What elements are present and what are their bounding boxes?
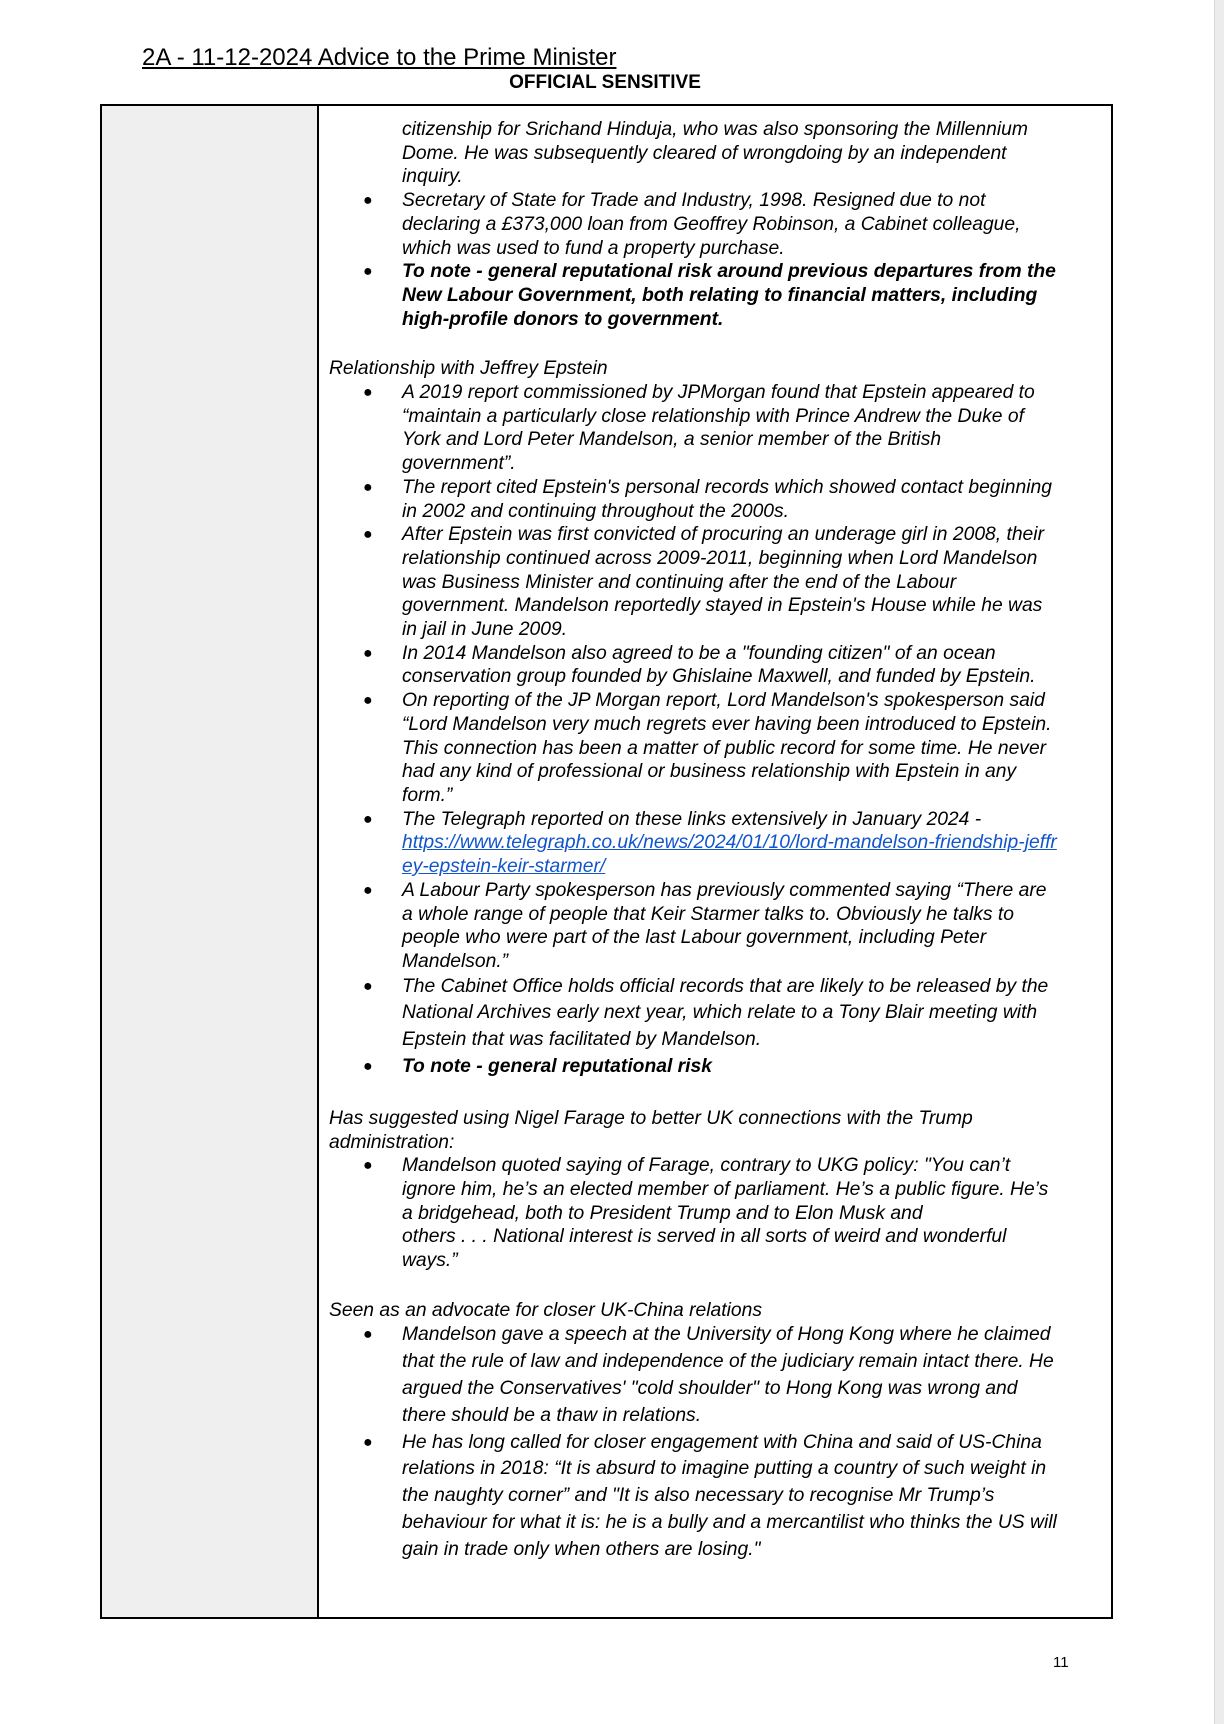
bullet-item: [319, 523, 1111, 642]
bullet-text-line: Mandelson gave a speech at the University of Hong Kong where he claimed: [402, 1324, 1051, 1346]
bullet-item: [319, 808, 1111, 879]
bullet-text-line: declaring a £373,000 loan from Geoffrey Robinson, a Cabinet colleague,: [402, 213, 1021, 235]
bullet-text-line: conservation group founded by Ghislaine Maxwell, and funded by Epstein.: [402, 666, 1036, 688]
bullet-icon: ●: [363, 192, 373, 210]
bullet-text-line: the naughty corner” and "It is also necessary to recognise Mr Trump’s: [402, 1485, 995, 1507]
bullet-text-line: a bridgehead, both to President Trump and to Elon Musk and: [402, 1202, 923, 1224]
bullet-item: [319, 1054, 1111, 1081]
section-gap: [319, 1273, 1111, 1299]
page-edge: [1214, 0, 1224, 1724]
bullet-item: [319, 1430, 1111, 1564]
section-gap: [319, 331, 1111, 357]
bullet-text-line: A 2019 report commissioned by JPMorgan found that Epstein appeared to: [402, 382, 1035, 404]
bullet-text-line: government. Mandelson reportedly stayed in Epstein's House while he was: [402, 595, 1043, 617]
bullet-text-line: high-profile donors to government.: [402, 308, 724, 330]
bullet-text-line: ignore him, he’s an elected member of parliament. He’s a public figure. He’s: [402, 1178, 1049, 1200]
link-line: [402, 855, 1111, 879]
bullet-icon: ●: [363, 1433, 373, 1451]
bullet-text-line: In 2014 Mandelson also agreed to be a "founding citizen" of an ocean: [402, 642, 996, 664]
bullet-text-line: gain in trade only when others are losing.": [402, 1538, 761, 1560]
section-heading: Seen as an advocate for closer UK-China relations: [329, 1299, 762, 1321]
bullet-text-line: inquiry.: [402, 166, 463, 188]
bullet-icon: ●: [363, 692, 373, 710]
bullet-icon: ●: [363, 526, 373, 544]
bullet-item: [319, 476, 1111, 523]
bullet-text-line: argued the Conservatives' "cold shoulder" to Hong Kong was wrong and: [402, 1378, 1018, 1400]
bullet-text-line: relationship continued across 2009-2011, beginning when Lord Mandelson: [402, 547, 1038, 569]
section-heading: Relationship with Jeffrey Epstein: [329, 358, 608, 380]
bullet-text-line: there should be a thaw in relations.: [402, 1404, 702, 1426]
bullet-text-line: The report cited Epstein's personal records which showed contact beginning: [402, 476, 1052, 498]
bullet-item: [319, 879, 1111, 974]
bullet-item: [319, 974, 1111, 1054]
bullet-text-line: The Telegraph reported on these links extensively in January 2024 -: [402, 808, 982, 830]
bullet-text-line: relations in 2018: “It is absurd to imagine putting a country of such weight in: [402, 1458, 1047, 1480]
section-heading: Has suggested using Nigel Farage to better UK connections with the Trump: [329, 1107, 973, 1129]
content-table: [100, 104, 1113, 1619]
bullet-icon: ●: [363, 478, 373, 496]
bullet-text-line: This connection has been a matter of public record for some time. He never: [402, 737, 1047, 759]
bullet-text-line: others . . . National interest is served in all sorts of weird and wonderful: [402, 1226, 1007, 1248]
bullet-item: [319, 1322, 1111, 1429]
bullet-icon: ●: [363, 1157, 373, 1175]
bullet-icon: ●: [363, 384, 373, 402]
bullet-icon: ●: [363, 263, 373, 281]
bullet-item: [319, 381, 1111, 476]
bullet-text-line: which was used to fund a property purchase.: [402, 237, 785, 259]
bullet-item: [319, 689, 1111, 808]
bullet-text-line: New Labour Government, both relating to financial matters, including: [402, 284, 1038, 306]
bullet-text-line: A Labour Party spokesperson has previously commented saying “There are: [402, 879, 1047, 901]
bullet-text-line: Dome. He was subsequently cleared of wrongdoing by an independent: [402, 142, 1007, 164]
bullet-text-line: form.”: [402, 784, 453, 806]
bullet-text-line: To note - general reputational risk around previous departures from the: [402, 261, 1056, 283]
bullet-text-line: Mandelson.”: [402, 950, 509, 972]
bullet-text-line: had any kind of professional or business relationship with Epstein in any: [402, 761, 1017, 783]
bullet-text-line: “Lord Mandelson very much regrets ever having been introduced to Epstein.: [402, 713, 1052, 735]
table-left-column: [102, 106, 319, 1617]
bullet-text-line: National Archives early next year, which relate to a Tony Blair meeting with: [402, 1002, 1038, 1024]
bullet-text-line: that the rule of law and independence of the judiciary remain intact there. He: [402, 1351, 1054, 1373]
bullet-icon: ●: [363, 644, 373, 662]
section-heading: administration:: [329, 1131, 455, 1153]
bullet-icon: ●: [363, 977, 373, 995]
bullet-text-line: Mandelson quoted saying of Farage, contrary to UKG policy: "You can’t: [402, 1155, 1011, 1177]
document-title: 2A - 11-12-2024 Advice to the Prime Minister: [142, 44, 617, 71]
bullet-item: [319, 260, 1111, 331]
section-gap: [319, 1081, 1111, 1107]
bullet-text-line: government”.: [402, 453, 516, 475]
bullet-icon: ●: [363, 1058, 373, 1075]
bullet-item: [319, 189, 1111, 260]
bullet-text-line: a whole range of people that Keir Starmer talks to. Obviously he talks to: [402, 903, 1014, 925]
bullet-item: [319, 118, 1111, 189]
bullet-text-line: The Cabinet Office holds official records that are likely to be released by the: [402, 975, 1049, 997]
bullet-text-line: ways.”: [402, 1250, 458, 1272]
page-number: 11: [1053, 1654, 1069, 1671]
bullet-text-line: citizenship for Srichand Hinduja, who was also sponsoring the Millennium: [402, 119, 1028, 140]
bullet-text-line: “maintain a particularly close relationship with Prince Andrew the Duke of: [402, 405, 1024, 427]
bullet-text-line: in jail in June 2009.: [402, 619, 568, 641]
bullet-text-line: Epstein that was facilitated by Mandelson.: [402, 1029, 762, 1051]
telegraph-link[interactable]: ey-epstein-keir-starmer/: [402, 856, 606, 878]
bullet-text-line: behaviour for what it is: he is a bully and a mercantilist who thinks the US will: [402, 1512, 1057, 1533]
link-line: [402, 831, 1111, 855]
bullet-item: [319, 642, 1111, 689]
bullet-icon: ●: [363, 881, 373, 899]
classification-label: OFFICIAL SENSITIVE: [509, 72, 701, 93]
bullet-icon: ●: [363, 1326, 373, 1344]
bullet-text-line: York and Lord Peter Mandelson, a senior member of the British: [402, 429, 942, 451]
bullet-text-line: in 2002 and continuing throughout the 2000s.: [402, 500, 790, 522]
bullet-text-line: Secretary of State for Trade and Industry, 1998. Resigned due to not: [402, 190, 986, 212]
bullet-text-line: was Business Minister and continuing after the end of the Labour: [402, 571, 957, 593]
bullet-text-line: To note - general reputational risk: [402, 1056, 712, 1077]
bullet-item: [319, 1154, 1111, 1273]
bullet-text-line: After Epstein was first convicted of procuring an underage girl in 2008, their: [402, 524, 1044, 546]
table-content-cell: [319, 118, 1111, 1564]
telegraph-link[interactable]: https://www.telegraph.co.uk/news/2024/01/10/lord-mandelson-friendship-jeffr: [402, 832, 1057, 854]
bullet-text-line: On reporting of the JP Morgan report, Lord Mandelson's spokesperson said: [402, 690, 1045, 712]
bullet-text-line: He has long called for closer engagement with China and said of US-China: [402, 1431, 1042, 1453]
bullet-text-line: people who were part of the last Labour government, including Peter: [402, 927, 987, 949]
bullet-icon: ●: [363, 810, 373, 828]
